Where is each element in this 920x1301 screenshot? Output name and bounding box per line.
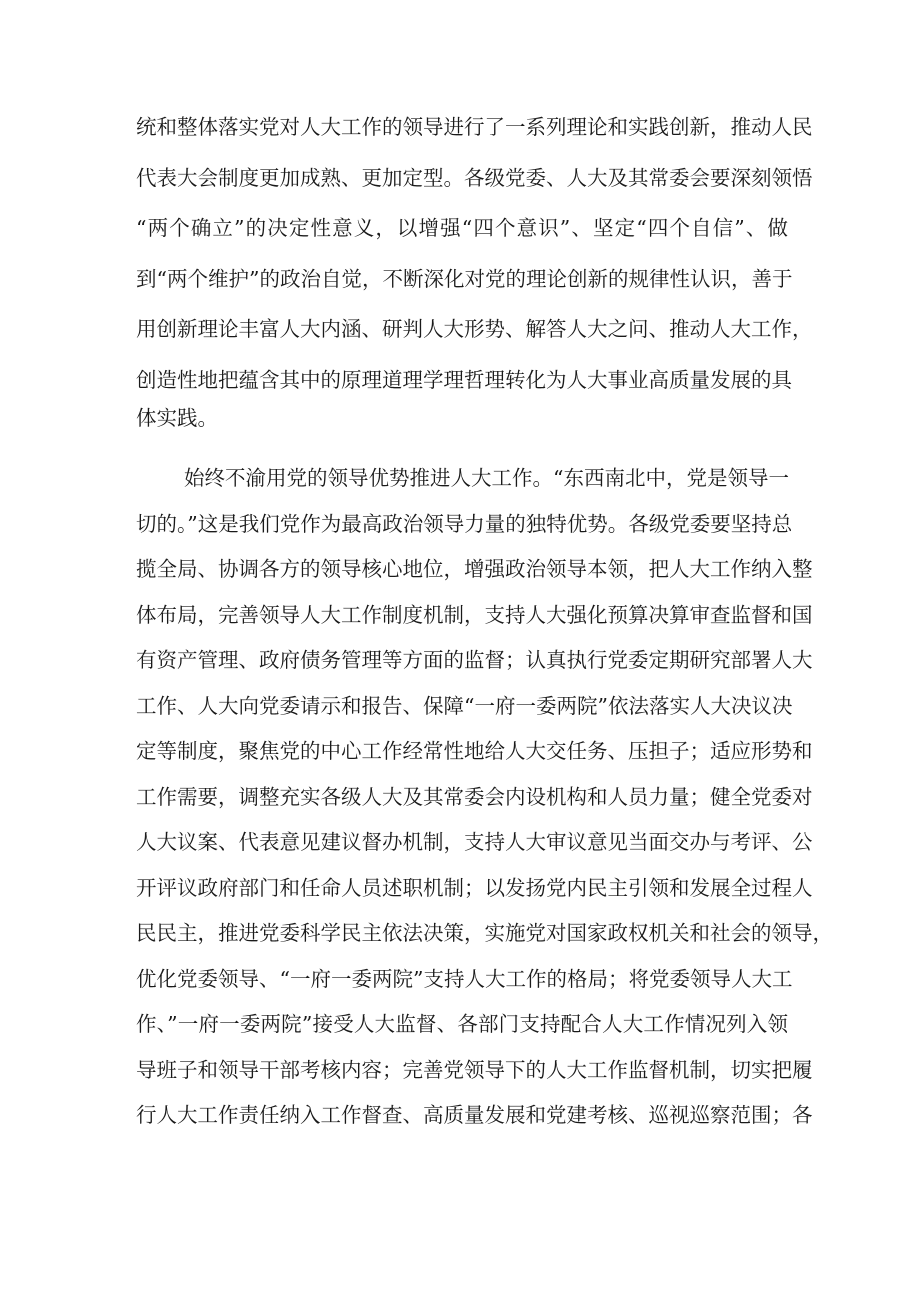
paragraph-2-line-5: 有资产管理、政府债务管理等方面的监督；认真执行党委定期研究部署人大	[136, 648, 813, 672]
paragraph-2-line-6: 工作、人大向党委请示和报告、保障“一府一委两院”依法落实人大决议决	[136, 694, 793, 718]
paragraph-1-line-4: 到“两个维护”的政治自觉，不断深化对党的理论创新的规律性认识，善于	[136, 267, 793, 291]
paragraph-1-line-5: 用创新理论丰富人大内涵、研判人大形势、解答人大之问、推动人大工作，	[136, 317, 813, 341]
paragraph-2-line-11: 民民主，推进党委科学民主依法决策，实施党对国家政权机关和社会的领导，	[136, 921, 833, 945]
paragraph-2-line-3: 揽全局、协调各方的领导核心地位，增强政治领导本领，把人大工作纳入整	[136, 557, 813, 581]
paragraph-2-line-13: 作、”一府一委两院”接受人大监督、各部门支持配合人大工作情况列入领	[136, 1012, 788, 1036]
paragraph-2-line-9: 人大议案、代表意见建议督办机制，支持人大审议意见当面交办与考评、公	[136, 830, 813, 854]
paragraph-1-line-2: 代表大会制度更加成熟、更加定型。各级党委、人大及其常委会要深刻领悟	[136, 166, 813, 190]
paragraph-2-line-2: 切的。”这是我们党作为最高政治领导力量的独特优势。各级党委要坚持总	[136, 512, 793, 536]
paragraph-2-line-14: 导班子和领导干部考核内容；完善党领导下的人大工作监督机制，切实把履	[136, 1058, 813, 1082]
paragraph-2-line-8: 工作需要，调整充实各级人大及其常委会内设机构和人员力量；健全党委对	[136, 785, 813, 809]
paragraph-2-line-15: 行人大工作责任纳入工作督查、高质量发展和党建考核、巡视巡察范围；各	[136, 1103, 813, 1127]
paragraph-1-line-6: 创造性地把蕴含其中的原理道理学理哲理转化为人大事业高质量发展的具	[136, 368, 792, 392]
paragraph-2-line-1: 始终不渝用党的领导优势推进人大工作。“东西南北中，党是领导一	[184, 466, 789, 490]
paragraph-1-line-3: “两个确立”的决定性意义，以增强“四个意识”、坚定“四个自信”、做	[136, 216, 788, 240]
paragraph-1-line-1: 统和整体落实党对人大工作的领导进行了一系列理论和实践创新，推动人民	[136, 115, 813, 139]
paragraph-2-line-12: 优化党委领导、“一府一委两院”支持人大工作的格局；将党委领导人大工	[136, 967, 793, 991]
paragraph-2-line-7: 定等制度，聚焦党的中心工作经常性地给人大交任务、压担子；适应形势和	[136, 739, 813, 763]
paragraph-2-line-10: 开评议政府部门和任命人员述职机制；以发扬党内民主引领和发展全过程人	[136, 876, 813, 900]
paragraph-2-line-4: 体布局，完善领导人大工作制度机制，支持人大强化预算决算审查监督和国	[136, 603, 813, 627]
paragraph-1-line-7: 体实践。	[136, 406, 218, 430]
